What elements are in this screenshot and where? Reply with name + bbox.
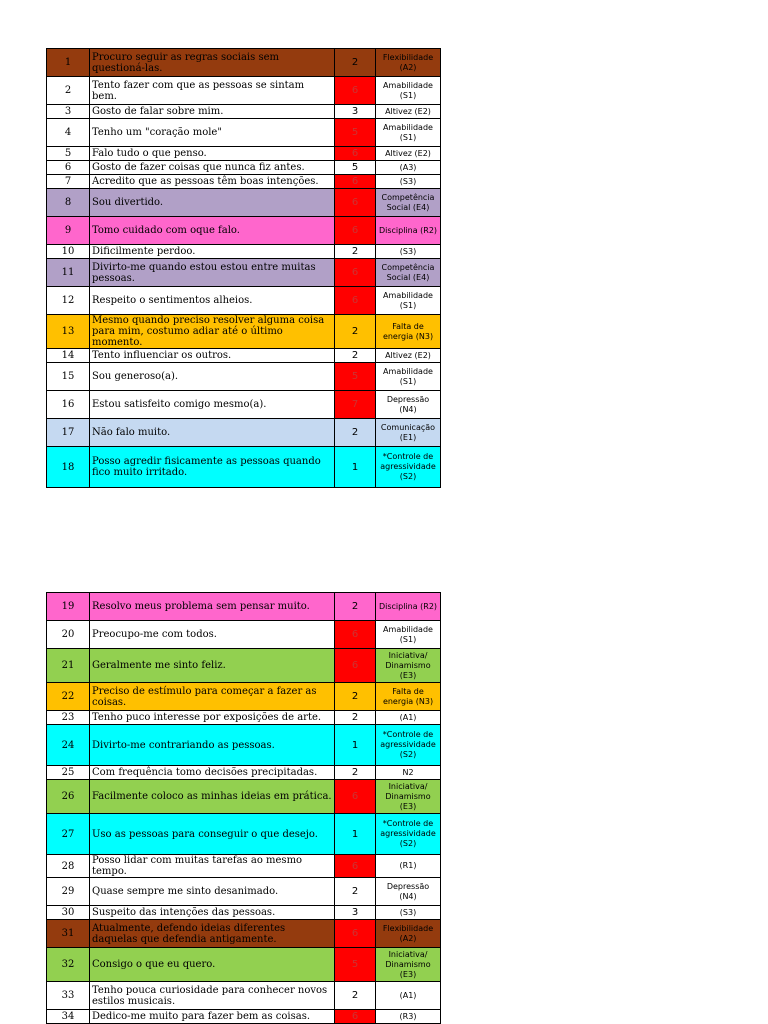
item-trait: Amabilidade (S1) bbox=[376, 119, 441, 147]
item-trait: Competência Social (E4) bbox=[376, 189, 441, 217]
item-trait: Altivez (E2) bbox=[376, 105, 441, 119]
item-number: 25 bbox=[47, 766, 90, 780]
item-trait: *Controle de agressividade (S2) bbox=[376, 725, 441, 766]
item-number: 18 bbox=[47, 447, 90, 488]
item-statement: Preciso de estímulo para começar a fazer as coisas. bbox=[90, 683, 335, 711]
table-row bbox=[47, 621, 441, 649]
table-row bbox=[47, 982, 441, 1010]
item-score: 6 bbox=[335, 77, 376, 105]
item-statement: Falo tudo o que penso. bbox=[90, 147, 335, 161]
item-number: 33 bbox=[47, 982, 90, 1010]
item-statement: Suspeito das intenções das pessoas. bbox=[90, 906, 335, 920]
table-row bbox=[47, 315, 441, 349]
item-statement: Procuro seguir as regras sociais sem questioná-las. bbox=[90, 49, 335, 77]
item-number: 30 bbox=[47, 906, 90, 920]
item-statement: Dedico-me muito para fazer bem as coisas. bbox=[90, 1010, 335, 1024]
item-number: 28 bbox=[47, 855, 90, 878]
table-row bbox=[47, 419, 441, 447]
item-number: 2 bbox=[47, 77, 90, 105]
questionnaire-table-1 bbox=[46, 48, 441, 488]
table-row bbox=[47, 766, 441, 780]
item-statement: Tento influenciar os outros. bbox=[90, 349, 335, 363]
item-statement: Com frequência tomo decisões precipitadas. bbox=[90, 766, 335, 780]
item-number: 11 bbox=[47, 259, 90, 287]
item-number: 24 bbox=[47, 725, 90, 766]
item-trait: (S3) bbox=[376, 245, 441, 259]
item-number: 3 bbox=[47, 105, 90, 119]
table-row bbox=[47, 287, 441, 315]
item-statement: Facilmente coloco as minhas ideias em prática. bbox=[90, 780, 335, 814]
item-number: 16 bbox=[47, 391, 90, 419]
item-number: 4 bbox=[47, 119, 90, 147]
item-statement: Sou generoso(a). bbox=[90, 363, 335, 391]
item-trait: Depressão (N4) bbox=[376, 878, 441, 906]
item-number: 6 bbox=[47, 161, 90, 175]
item-statement: Tento fazer com que as pessoas se sintam bem. bbox=[90, 77, 335, 105]
item-trait: (S3) bbox=[376, 906, 441, 920]
item-score: 2 bbox=[335, 245, 376, 259]
item-score: 5 bbox=[335, 948, 376, 982]
table-row bbox=[47, 920, 441, 948]
item-trait: N2 bbox=[376, 766, 441, 780]
item-statement: Respeito o sentimentos alheios. bbox=[90, 287, 335, 315]
item-trait: *Controle de agressividade (S2) bbox=[376, 447, 441, 488]
item-trait: (A1) bbox=[376, 711, 441, 725]
item-score: 6 bbox=[335, 780, 376, 814]
item-score: 6 bbox=[335, 649, 376, 683]
item-statement: Consigo o que eu quero. bbox=[90, 948, 335, 982]
item-score: 3 bbox=[335, 906, 376, 920]
item-score: 2 bbox=[335, 593, 376, 621]
table-row bbox=[47, 906, 441, 920]
item-score: 2 bbox=[335, 766, 376, 780]
item-number: 22 bbox=[47, 683, 90, 711]
table-row bbox=[47, 447, 441, 488]
table-row bbox=[47, 948, 441, 982]
item-statement: Divirto-me contrariando as pessoas. bbox=[90, 725, 335, 766]
item-statement: Estou satisfeito comigo mesmo(a). bbox=[90, 391, 335, 419]
item-number: 21 bbox=[47, 649, 90, 683]
item-score: 6 bbox=[335, 189, 376, 217]
table-row bbox=[47, 391, 441, 419]
table-row bbox=[47, 780, 441, 814]
item-trait: Falta de energia (N3) bbox=[376, 683, 441, 711]
table-row bbox=[47, 878, 441, 906]
item-number: 8 bbox=[47, 189, 90, 217]
table-row bbox=[47, 175, 441, 189]
item-statement: Atualmente, defendo ideias diferentes daquelas que defendia antigamente. bbox=[90, 920, 335, 948]
item-trait: Amabilidade (S1) bbox=[376, 621, 441, 649]
item-score: 6 bbox=[335, 920, 376, 948]
item-number: 10 bbox=[47, 245, 90, 259]
item-statement: Não falo muito. bbox=[90, 419, 335, 447]
item-trait: Flexibilidade (A2) bbox=[376, 920, 441, 948]
item-statement: Posso agredir fisicamente as pessoas quando fico muito irritado. bbox=[90, 447, 335, 488]
item-score: 5 bbox=[335, 119, 376, 147]
item-trait: (A1) bbox=[376, 982, 441, 1010]
item-trait: Disciplina (R2) bbox=[376, 593, 441, 621]
table-row bbox=[47, 245, 441, 259]
table-row bbox=[47, 147, 441, 161]
item-trait: Iniciativa/ Dinamismo (E3) bbox=[376, 649, 441, 683]
table-row bbox=[47, 105, 441, 119]
item-number: 26 bbox=[47, 780, 90, 814]
table-row bbox=[47, 725, 441, 766]
item-number: 9 bbox=[47, 217, 90, 245]
item-number: 13 bbox=[47, 315, 90, 349]
item-score: 2 bbox=[335, 419, 376, 447]
item-number: 20 bbox=[47, 621, 90, 649]
item-statement: Posso lidar com muitas tarefas ao mesmo tempo. bbox=[90, 855, 335, 878]
item-statement: Gosto de fazer coisas que nunca fiz antes. bbox=[90, 161, 335, 175]
item-score: 7 bbox=[335, 391, 376, 419]
item-statement: Tenho puco interesse por exposições de arte. bbox=[90, 711, 335, 725]
item-statement: Tenho pouca curiosidade para conhecer novos estilos musicais. bbox=[90, 982, 335, 1010]
item-score: 2 bbox=[335, 315, 376, 349]
item-score: 6 bbox=[335, 259, 376, 287]
item-statement: Acredito que as pessoas têm boas intenções. bbox=[90, 175, 335, 189]
table-row bbox=[47, 119, 441, 147]
item-statement: Dificilmente perdoo. bbox=[90, 245, 335, 259]
item-number: 17 bbox=[47, 419, 90, 447]
item-trait: Iniciativa/ Dinamismo (E3) bbox=[376, 948, 441, 982]
item-statement: Preocupo-me com todos. bbox=[90, 621, 335, 649]
table-row bbox=[47, 1010, 441, 1024]
item-score: 6 bbox=[335, 287, 376, 315]
item-number: 19 bbox=[47, 593, 90, 621]
questionnaire-table-2 bbox=[46, 592, 441, 1024]
item-score: 6 bbox=[335, 217, 376, 245]
item-number: 12 bbox=[47, 287, 90, 315]
item-trait: Competência Social (E4) bbox=[376, 259, 441, 287]
table-row bbox=[47, 259, 441, 287]
item-trait: Iniciativa/ Dinamismo (E3) bbox=[376, 780, 441, 814]
item-statement: Mesmo quando preciso resolver alguma coisa para mim, costumo adiar até o último momento. bbox=[90, 315, 335, 349]
item-number: 15 bbox=[47, 363, 90, 391]
item-trait: (S3) bbox=[376, 175, 441, 189]
item-statement: Tomo cuidado com oque falo. bbox=[90, 217, 335, 245]
table-row bbox=[47, 814, 441, 855]
table-row bbox=[47, 363, 441, 391]
item-trait: (A3) bbox=[376, 161, 441, 175]
item-score: 6 bbox=[335, 1010, 376, 1024]
item-score: 2 bbox=[335, 711, 376, 725]
item-number: 32 bbox=[47, 948, 90, 982]
table-row bbox=[47, 683, 441, 711]
table-row bbox=[47, 49, 441, 77]
item-trait: (R3) bbox=[376, 1010, 441, 1024]
item-statement: Resolvo meus problema sem pensar muito. bbox=[90, 593, 335, 621]
item-trait: Depressão (N4) bbox=[376, 391, 441, 419]
item-number: 34 bbox=[47, 1010, 90, 1024]
item-statement: Sou divertido. bbox=[90, 189, 335, 217]
item-score: 1 bbox=[335, 447, 376, 488]
item-score: 2 bbox=[335, 878, 376, 906]
table-row bbox=[47, 217, 441, 245]
item-score: 5 bbox=[335, 363, 376, 391]
table-row bbox=[47, 77, 441, 105]
item-score: 5 bbox=[335, 161, 376, 175]
table-row bbox=[47, 711, 441, 725]
item-number: 29 bbox=[47, 878, 90, 906]
table-row bbox=[47, 349, 441, 363]
item-trait: (R1) bbox=[376, 855, 441, 878]
item-number: 1 bbox=[47, 49, 90, 77]
table-row bbox=[47, 649, 441, 683]
item-statement: Tenho um "coração mole" bbox=[90, 119, 335, 147]
item-number: 7 bbox=[47, 175, 90, 189]
item-trait: Falta de energia (N3) bbox=[376, 315, 441, 349]
item-number: 27 bbox=[47, 814, 90, 855]
item-score: 3 bbox=[335, 105, 376, 119]
item-statement: Divirto-me quando estou estou entre muitas pessoas. bbox=[90, 259, 335, 287]
item-trait: Altivez (E2) bbox=[376, 349, 441, 363]
item-score: 2 bbox=[335, 49, 376, 77]
item-number: 23 bbox=[47, 711, 90, 725]
item-trait: Amabilidade (S1) bbox=[376, 77, 441, 105]
item-trait: *Controle de agressividade (S2) bbox=[376, 814, 441, 855]
table-row bbox=[47, 189, 441, 217]
item-number: 14 bbox=[47, 349, 90, 363]
item-score: 1 bbox=[335, 725, 376, 766]
table-row bbox=[47, 161, 441, 175]
item-score: 6 bbox=[335, 175, 376, 189]
table-row bbox=[47, 855, 441, 878]
table-row bbox=[47, 593, 441, 621]
item-score: 2 bbox=[335, 683, 376, 711]
item-trait: Amabilidade (S1) bbox=[376, 363, 441, 391]
item-statement: Quase sempre me sinto desanimado. bbox=[90, 878, 335, 906]
item-number: 31 bbox=[47, 920, 90, 948]
item-trait: Comunicação (E1) bbox=[376, 419, 441, 447]
item-trait: Amabilidade (S1) bbox=[376, 287, 441, 315]
item-statement: Geralmente me sinto feliz. bbox=[90, 649, 335, 683]
item-score: 1 bbox=[335, 814, 376, 855]
item-trait: Altivez (E2) bbox=[376, 147, 441, 161]
item-score: 2 bbox=[335, 982, 376, 1010]
item-score: 6 bbox=[335, 621, 376, 649]
item-score: 6 bbox=[335, 855, 376, 878]
item-score: 6 bbox=[335, 147, 376, 161]
item-number: 5 bbox=[47, 147, 90, 161]
item-trait: Disciplina (R2) bbox=[376, 217, 441, 245]
item-statement: Uso as pessoas para conseguir o que desejo. bbox=[90, 814, 335, 855]
item-score: 2 bbox=[335, 349, 376, 363]
item-trait: Flexibilidade (A2) bbox=[376, 49, 441, 77]
item-statement: Gosto de falar sobre mim. bbox=[90, 105, 335, 119]
